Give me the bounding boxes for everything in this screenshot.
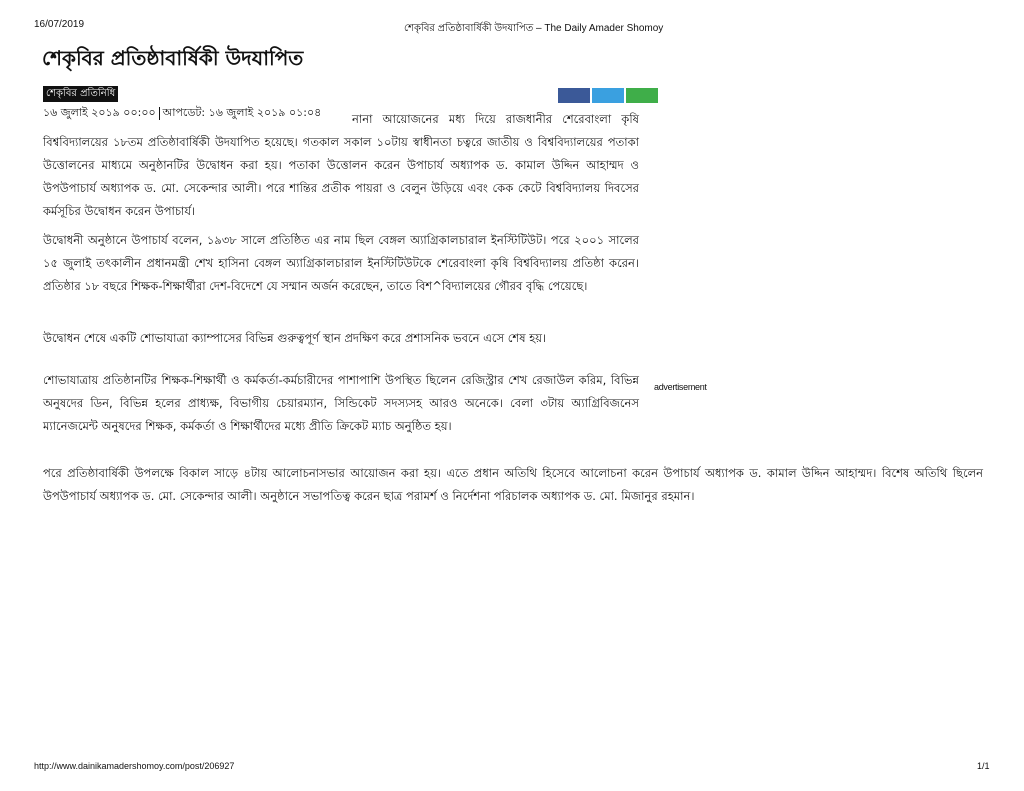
article-paragraph-5: পরে প্রতিষ্ঠাবার্ষিকী উপলক্ষে বিকাল সাড়ে ৪টায় আলোচনাসভার আয়োজন করা হয়। এতে প্রধান অতিথি হিসেবে আলোচনা করেন উপাচার্য অধ্যাপক ড. কামাল উদ্দিন আহাম্মদ। বিশেষ অতিথি ছিলেন উপউপাচার্য অধ্যাপক ড. মো. সেকেন্দার আলী। অনুষ্ঠানে সভাপতিত্ব করেন ছাত্র পরামর্শ ও নির্দেশনা পরিচালক অধ্যাপক ড. মো. মিজানুর রহমান।: [43, 466, 983, 503]
article-headline: শেকৃবির প্রতিষ্ঠাবার্ষিকী উদযাপিত: [42, 46, 304, 70]
page-number: 1/1: [977, 761, 990, 771]
print-date: 16/07/2019: [34, 19, 85, 30]
print-page-title: শেকৃবির প্রতিষ্ঠাবার্ষিকী উদযাপিত – The Daily Amader Shomoy: [404, 23, 664, 34]
share-icon[interactable]: [626, 88, 658, 103]
advertisement-label: advertisement: [654, 382, 707, 392]
article-paragraph-4: শোভাযাত্রায় প্রতিষ্ঠানটির শিক্ষক-শিক্ষার্থী ও কর্মকর্তা-কর্মচারীদের পাশাপাশি উপস্থিত ছিলেন রেজিস্ট্রার শেখ রেজাউল করিম, বিভিন্ন অনুষদের ডিন, বিভিন্ন হলের প্রাধ্যক্ষ, বিভাগীয় চেয়ারম্যান, সিন্ডিকেট সদস্যসহ আরও অনেকে। বেলা ৩টায় অ্যাগ্রিবিজনেস ম্যানেজমেন্ট অনুষদের শিক্ষক, কর্মকর্তা ও শিক্ষার্থীদের মধ্যে প্রীতি ক্রিকেট ম্যাচ অনুষ্ঠিত হয়।: [43, 373, 639, 433]
updated-date: আপডেট: ১৬ জুলাই ২০১৯ ০১:০৪: [162, 106, 322, 119]
category-badge[interactable]: শেকৃবির প্রতিনিধি: [43, 86, 118, 102]
article-paragraph-2: উদ্বোধনী অনুষ্ঠানে উপাচার্য বলেন, ১৯৩৮ সালে প্রতিষ্ঠিত এর নাম ছিল বেঙ্গল অ্যাগ্রিকালচারাল ইনস্টিটিউট। পরে ২০০১ সালের ১৫ জুলাই তৎকালীন প্রধানমন্ত্রী শেখ হাসিনা বেঙ্গল অ্যাগ্রিকালচারাল ইনস্টিটিউটকে শেরেবাংলা কৃষি বিশ্ববিদ্যালয় প্রতিষ্ঠা করেন। প্রতিষ্ঠার ১৮ বছরে শিক্ষক-শিক্ষার্থীরা দেশ-বিদেশে যে সম্মান অর্জন করেছেন, তাতে বিশ^বিদ্যালয়ের গৌরব বৃদ্ধি পেয়েছে।: [43, 233, 639, 293]
article-paragraph-1: নানা আয়োজনের মধ্য দিয়ে রাজধানীর শেরেবাংলা কৃষি বিশ্ববিদ্যালয়ের ১৮তম প্রতিষ্ঠাবার্ষিকী উদযাপিত হয়েছে। গতকাল সকাল ১০টায় স্বাধীনতা চত্বরে জাতীয় ও বিশ্ববিদ্যালয়ের পতাকা উত্তোলনের মাধ্যমে অনুষ্ঠানটির উদ্বোধন করা হয়। পতাকা উত্তোলন করেন উপাচার্য অধ্যাপক ড. কামাল উদ্দিন আহাম্মদ ও উপউপাচার্য অধ্যাপক ড. মো. সেকেন্দার আলী। পরে শান্তির প্রতীক পায়রা ও বেলুন উড়িয়ে এবং কেক কেটে বিশ্ববিদ্যালয় দিবসের কর্মসূচির উদ্বোধন করেন উপাচার্য।: [43, 112, 639, 218]
footer-url: http://www.dainikamadershomoy.com/post/206927: [34, 761, 235, 771]
article-paragraph-3: উদ্বোধন শেষে একটি শোভাযাত্রা ক্যাম্পাসের বিভিন্ন গুরুত্বপূর্ণ স্থান প্রদক্ষিণ করে প্রশাসনিক ভবনে এসে শেষ হয়।: [43, 331, 547, 345]
twitter-share-icon[interactable]: [592, 88, 624, 103]
facebook-share-icon[interactable]: [558, 88, 590, 103]
published-date: ১৬ জুলাই ২০১৯ ০০:০০: [43, 106, 156, 119]
